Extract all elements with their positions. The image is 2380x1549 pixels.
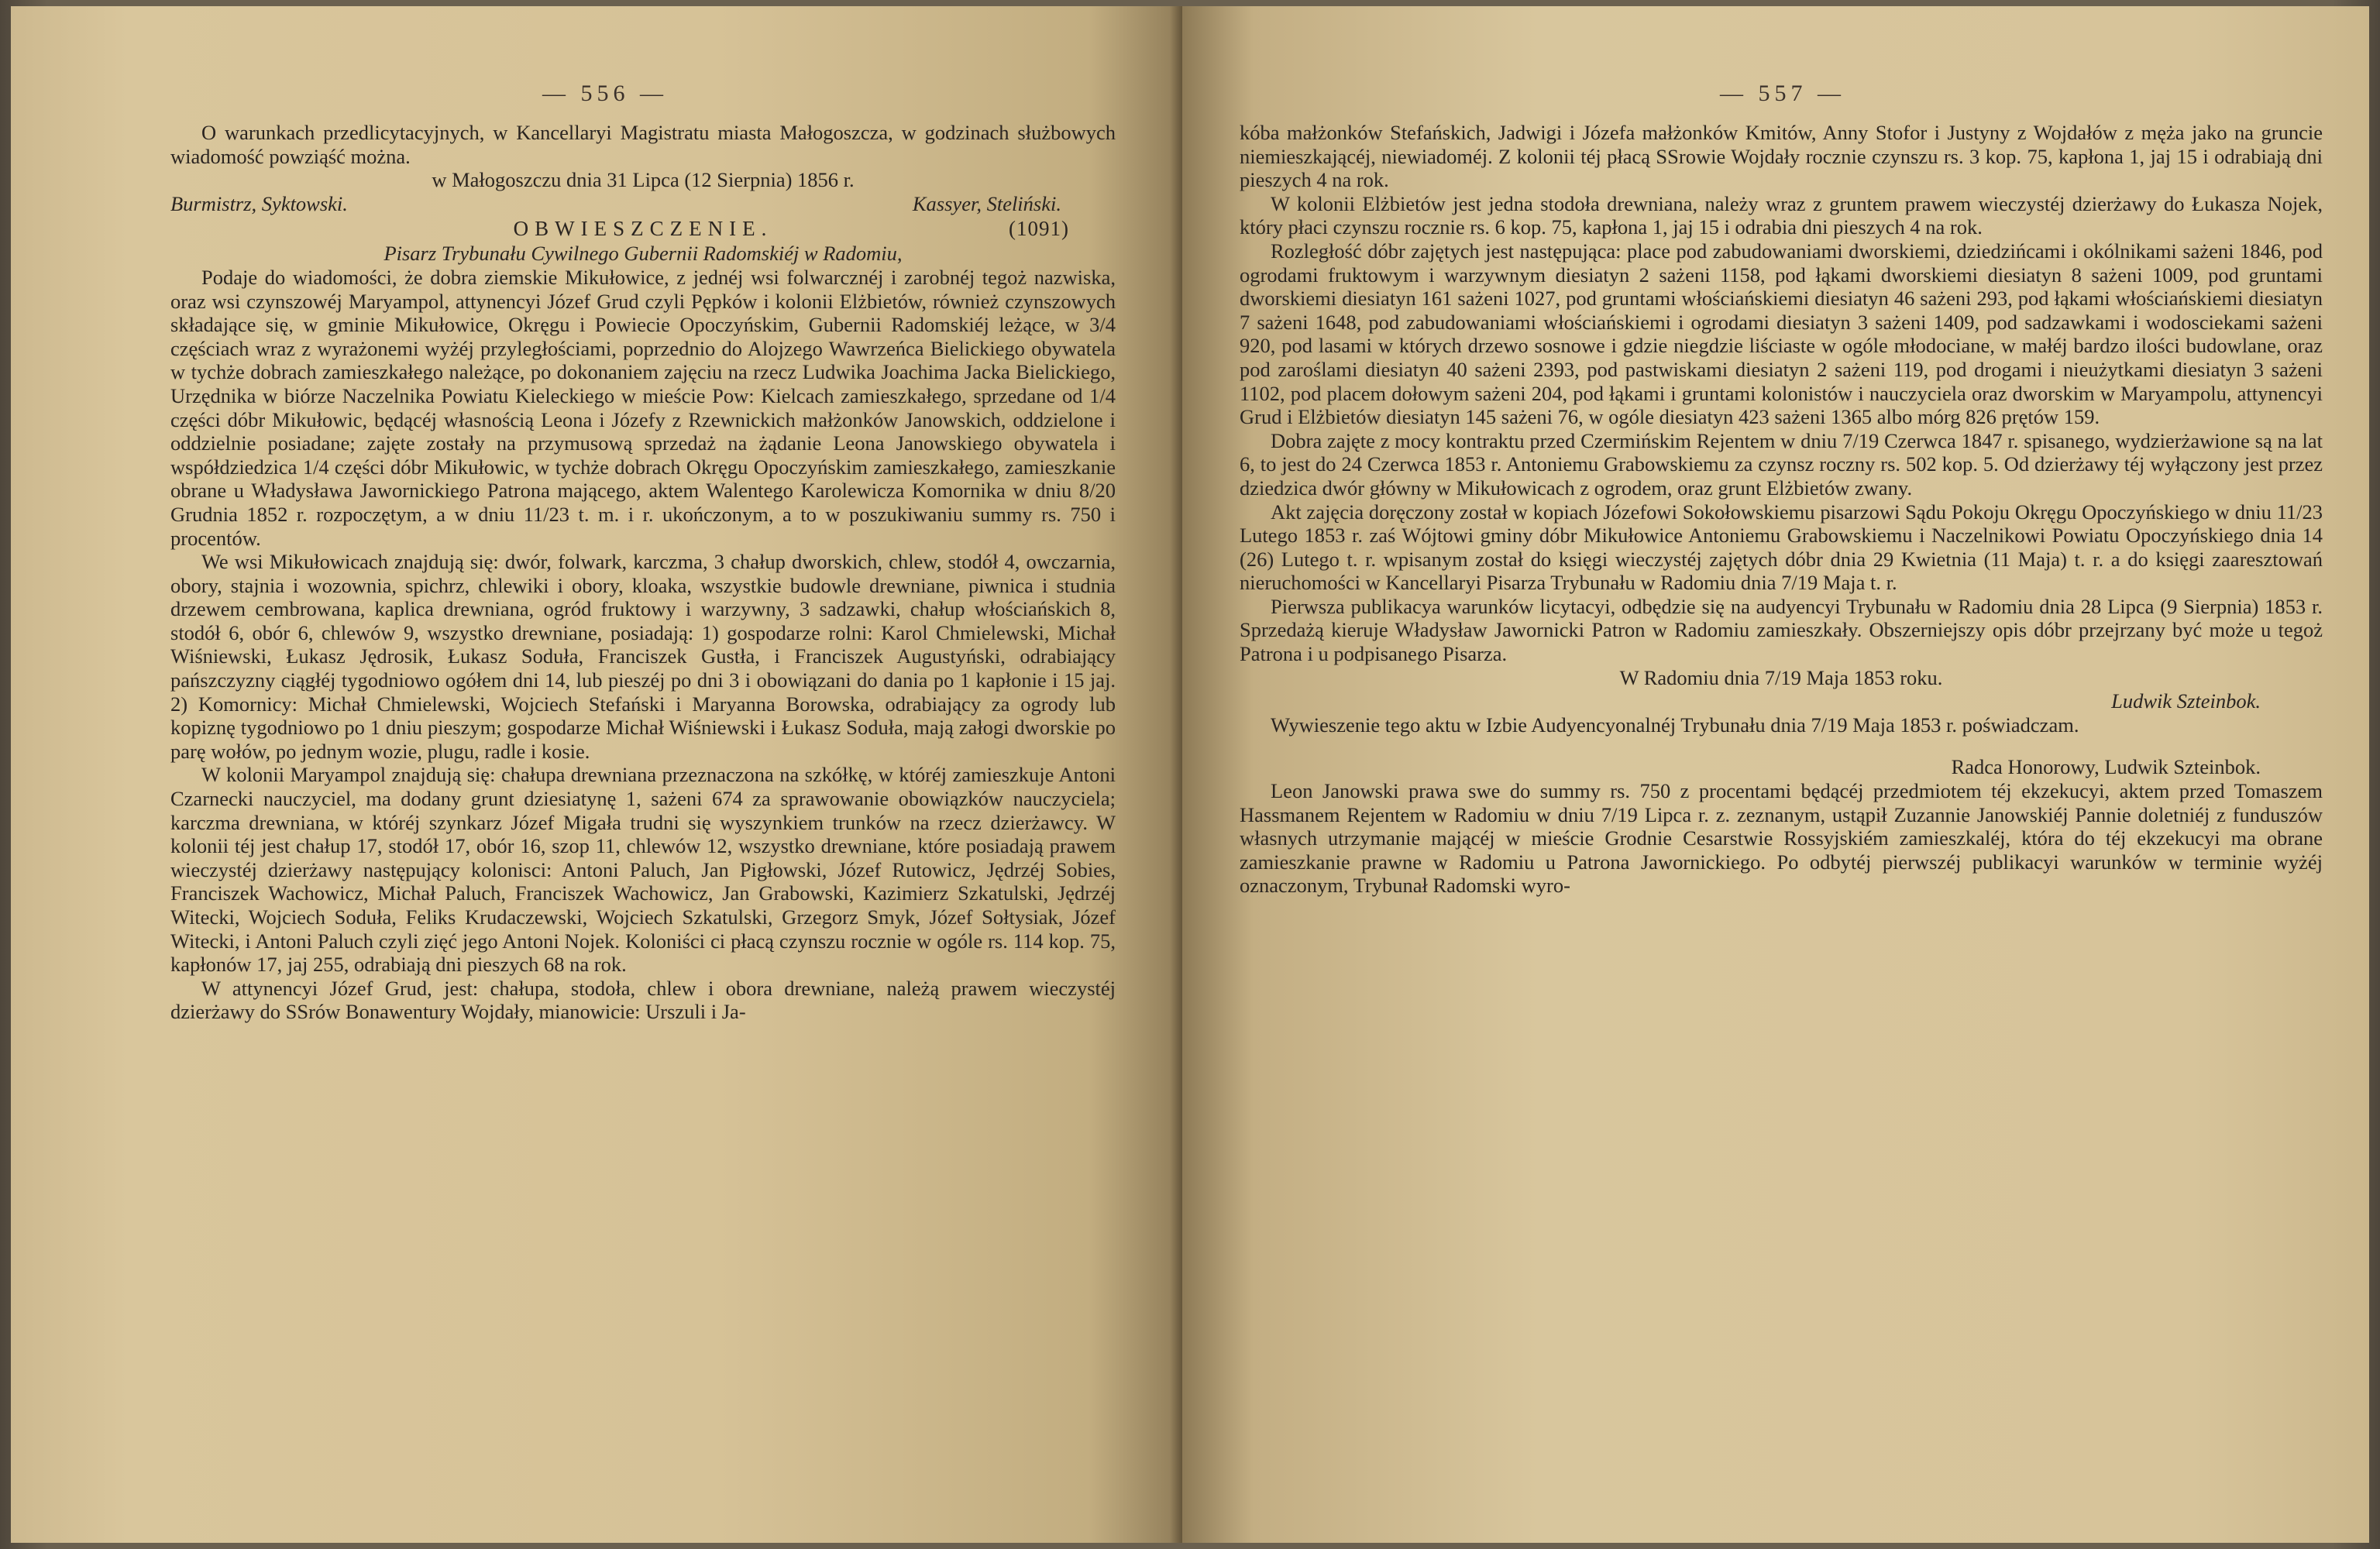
- signature-kassyer: Kassyer, Steliński.: [912, 191, 1061, 215]
- left-paragraph-4: W attynencyi Józef Grud, jest: chałupa, stodoła, chlew i obora drewniane, należą prawem wieczystéj dzierżawy do SSrów Bonawentury Wojdały, mianowicie: Urszuli i Ja-: [170, 976, 1116, 1024]
- right-paragraph-2: W kolonii Elżbietów jest jedna stodoła drewniana, należy wraz z gruntem prawem wieczystéj dzierżawy do Łukasza Nojek, który płaci czynszu rocznie rs. 6 kop. 75, kapłona 1, jaj 15 i odrabia dni pieszych 4 na rok.: [1240, 191, 2323, 239]
- page-number-left-value: 556: [580, 81, 630, 106]
- notice-number: (1091): [1009, 217, 1069, 241]
- spacer: [1240, 737, 2323, 755]
- notice-title: OBWIESZCZENIE.: [513, 217, 773, 241]
- page-number-right: — 557 —: [1720, 81, 1845, 106]
- left-paragraph-2: We wsi Mikułowicach znajdują się: dwór, folwark, karczma, 3 chałup dworskich, chlew, stodół 4, owczarnia, obory, stajnia i wozownia, spichrz, chlewiki i obory, kloaka, wszystkie budowle drewniane, piwnica i studnia drzewem cembrowana, kaplica drewniana, ogród fruktowy i warzywny, 3 sadzawki, chałup włościańskich 8, stodół 6, obór 6, chlewów 9, wszystko drewniane, posiadają: 1) gospodarze rolni: Karol Chmielewski, Michał Wiśniewski, Łukasz Jędrosik, Łukasz Soduła, Franciszek Gustła, i Franciszek Augustyński, odrabiający pańszczyzny ciągłéj tygodniowo ogółem dni 14, lub pieszéj po dni 3 i obowiązani do dania po 1 kapłonie i 15 jaj. 2) Komornicy: Michał Chmielewski, Wojciech Stefański i Maryanna Borowska, odrabiający za ogrody lub kopiznę tygodniowo po 1 dniu pieszym; gospodarze Michał Wiśniewski i Łukasz Soduła, mają załogi dworskie po parę wołów, po jednym wozie, plugu, radle i kosie.: [170, 550, 1116, 763]
- signature-burmistrz: Burmistrz, Syktowski.: [170, 191, 348, 215]
- signature-row: [170, 192, 1116, 216]
- left-paragraph-1: Podaje do wiadomości, że dobra ziemskie Mikułowice, z jednéj wsi folwarcznéj i zarobnéj tegoż nazwiska, oraz wsi czynszowéj Maryampol, attynencyi Józef Grud czyli Pępków i kolonii Elżbietów, również czynszowych składające się, w gminie Mikułowice, Okręgu i Powiecie Opoczyńskim, Gubernii Radomskiéj leżące, w 3/4 częściach wraz z wyrażonemi wyżéj przyległościami, poprzednio do Alojzego Wawrzeńca Bielickiego obywatela w tychże dobrach zamieszkałego należące, po dokonaniem zajęciu na rzecz Ludwika Joachima Jacka Bielickiego, Urzędnika w biórze Naczelnika Powiatu Kieleckiego w mieście Pow: Kielcach zamieszkałego, sprzedane od 1/4 części dóbr Mikułowic, będącéj własnością Leona i Józefy z Rzewnickich małżonków Janowskich, oddzielone i oddzielnie posiadane; zajęte zostały na przymusową sprzedaż na żądanie Leona Janowskiego obywatela i współdziedzica 1/4 części dóbr Mikułowic, w tychże dobrach Okręgu Opoczyńskim zamieszkałego, zamieszkanie obrane u Władysława Jawornickiego Patrona mającego, aktem Walentego Karolewicza Komornika w dniu 8/20 Grudnia 1852 r. rozpoczętym, a w dniu 11/23 t. m. i r. ukończonym, a to w poszukiwaniu summy rs. 750 i procentów.: [170, 265, 1116, 550]
- notice-heading: [170, 215, 1116, 242]
- left-page: [11, 6, 1182, 1543]
- right-paragraph-4: Dobra zajęte z mocy kontraktu przed Czermińskim Rejentem w dniu 7/19 Czerwca 1847 r. spisanego, wydzierżawione są na lat 6, to jest do 24 Czerwca 1853 r. Antoniemu Grabowskiemu za czynsz roczny rs. 502 kop. 5. Od dzierżawy téj wyłączony jest przez dziedzica dwór główny w Mikułowicach z ogrodem, oraz grunt Elżbietów zwany.: [1240, 428, 2323, 500]
- page-number-left: — 556 —: [542, 81, 668, 106]
- notice-subtitle: Pisarz Trybunału Cywilnego Gubernii Radomskiéj w Radomiu,: [383, 242, 903, 266]
- left-paragraph-3: W kolonii Maryampol znajdują się: chałupa drewniana przeznaczona na szkółkę, w któréj zamieszkuje Antoni Czarnecki nauczyciel, ma dodany grunt dziesiatynę 1, sażeni 674 za sprawowanie obowiązków nauczyciela; karczma drewniana, w któréj szynkarz Józef Migała trudni się wyszynkiem trunków na rzecz dzierżawcy. W kolonii téj jest chałup 17, stodół 17, obór 16, szop 11, chlewów 12, wszystko drewniane, które posiadają prawem wieczystéj dzierżawy następujący kolonisci: Antoni Paluch, Jan Pigłowski, Józef Rutowicz, Jędrzéj Sobies, Franciszek Wachowicz, Michał Paluch, Franciszek Wachowicz, Jan Grabowski, Kazimierz Szkatulski, Jędrzéj Witecki, Wojciech Soduła, Feliks Krudaczewski, Wojciech Szkatulski, Grzegorz Smyk, Józef Sołtysiak, Józef Witecki, i Antoni Paluch czyli zięć jego Antoni Nojek. Koloniści ci płacą czynszu rocznie w ogóle rs. 114 kop. 75, kapłonów 17, jaj 255, odrabiają dni pieszych 68 na rok.: [170, 763, 1116, 977]
- intro-paragraph: O warunkach przedlicytacyjnych, w Kancellaryi Magistratu miasta Małogoszcza, w godzinach służbowych wiadomość powziąść można.: [170, 121, 1116, 168]
- right-paragraph-6: Pierwsza publikacya warunków licytacyi, odbędzie się na audyencyi Trybunału w Radomiu dnia 28 Lipca (9 Sierpnia) 1853 r. Sprzedażą kieruje Władysław Jawornicki Patron w Radomiu zamieszkały. Obszerniejszy opis dóbr przejrzany być może u tegoż Patrona i u podpisanego Pisarza.: [1240, 594, 2323, 666]
- page-number-right-value: 557: [1758, 81, 1807, 106]
- right-page: [1182, 6, 2369, 1543]
- signature-szteinbok-1: Ludwik Szteinbok.: [2111, 689, 2261, 713]
- signature-szteinbok-2: Radca Honorowy, Ludwik Szteinbok.: [1951, 755, 2261, 779]
- right-paragraph-7: Wywieszenie tego aktu w Izbie Audyencyonalnéj Trybunału dnia 7/19 Maja 1853 r. poświadczam.: [1271, 713, 2079, 737]
- right-paragraph-3: Rozległość dóbr zajętych jest następująca: place pod zabudowaniami dworskiemi, dziedzińcami i okólnikami sażeni 1846, pod ogrodami fruktowym i warzywnym diesiatyn 2 sażeni 1158, pod łąkami dworskiemi diesiatyn 8 sażeni 1009, pod gruntami dworskiemi diesiatyn 161 sażeni 1027, pod gruntami włościańskiemi diesiatyn 46 sażeni 293, pod łąkami włościańskiemi diesiatyn 7 sażeni 1648, pod zabudowaniami włościańskiemi i ogrodami diesiatyn 3 sażeni 1409, pod sadzawkami i wodosciekami sażeni 920, pod lasami w których drzewo sosnowe i gdzie niegdzie liściaste w ogóle młodociane, w małéj bardzo ilości budowlane, oraz pod zaroślami diesiatyn 40 sażeni 2393, pod pastwiskami diesiatyn 2 sażeni 119, pod drogami i nieużytkami diesiatyn 3 sażeni 1102, pod placem dołowym sażeni 204, pod łąkami i gruntami kolonistów i nauczyciela oraz dworskim w Maryampolu, attynencyi Grud i Elżbietów diesiatyn 145 sażeni 76, w ogóle diesiatyn 423 sażeni 1365 albo mórg 826 prętów 159.: [1240, 239, 2323, 429]
- right-paragraph-8: Leon Janowski prawa swe do summy rs. 750 z procentami będącéj przedmiotem téj ekzekucyi, aktem przed Tomaszem Hassmanem Rejentem w Radomiu w dniu 7/19 Lipca r. z. zeznanym, ustąpił Zuzannie Janowskiéj Pannie doletniéj z funduszów własnych utrzymanie mającéj w mieście Grodnie Cesarstwie Rossyjskiém zamieszkaléj, która do téj ekzekucyi ma obrane zamieszkanie prawne w Radomiu u Patrona Jawornickiego. Po odbytéj pierwszéj publikacyi warunków w terminie wyżéj oznaczonym, Trybunał Radomski wyro-: [1240, 779, 2323, 898]
- right-paragraph-5: Akt zajęcia doręczony został w kopiach Józefowi Sokołowskiemu pisarzowi Sądu Pokoju Okręgu Opoczyńskiego w dniu 11/23 Lutego 1853 r. zaś Wójtowi gminy dóbr Mikułowice Antoniemu Grabowskiemu i Naczelnikowi Powiatu Opoczyńskiego dnia 14 (26) Lutego t. r. wpisanym został do księgi wieczystéj zajętych dóbr dnia 29 Kwietnia (11 Maja) t. r. a do księgi zaaresztowań nieruchomości w Kancellaryi Pisarza Trybunału w Radomiu dnia 7/19 Maja t. r.: [1240, 500, 2323, 595]
- date-line-radom: W Radomiu dnia 7/19 Maja 1853 roku.: [1619, 665, 1943, 689]
- right-paragraph-1: kóba małżonków Stefańskich, Jadwigi i Józefa małżonków Kmitów, Anny Stofor i Justyny z Wojdałów z męża jako na gruncie niemieszkającéj, niewiadoméj. Z kolonii téj płacą SSrowie Wojdały rocznie czynszu rs. 3 kop. 75, kapłona 1, jaj 15 i odrabiają dni pieszych 4 na rok.: [1240, 121, 2323, 192]
- date-line-malogoszcz: w Małogoszczu dnia 31 Lipca (12 Sierpnia) 1856 r.: [432, 168, 855, 192]
